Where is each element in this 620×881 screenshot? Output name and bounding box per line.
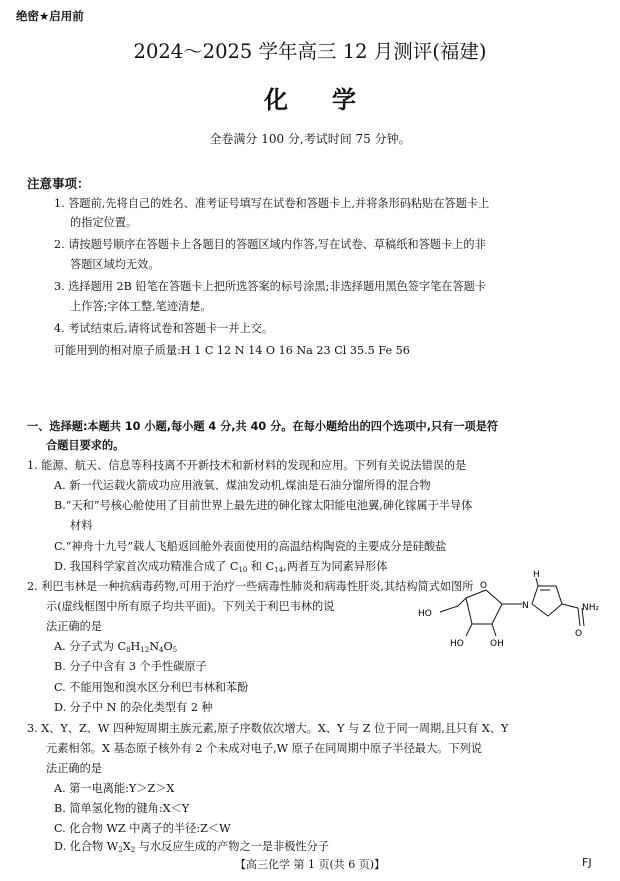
atomic-mass-line: 可能用到的相对原子质量:H 1 C 12 N 14 O 16 Na 23 Cl 35.5 Fe 56 (54, 344, 410, 357)
notice-line: 2. 请按题号顺序在答题卡上各题目的答题区域内作答,写在试卷、草稿纸和答题卡上的非 (54, 238, 486, 251)
q2-option-c: C. 不能用饱和溴水区分利巴韦林和苯酚 (54, 681, 249, 694)
bond (440, 598, 466, 612)
notice-line: 答题区域均无效。 (70, 258, 160, 271)
q2-option-a: A. 分子式为 $C_8H_{12}N_4O_5$ (54, 640, 178, 654)
q3-option-b: B. 简单氢化物的键角:X＜Y (54, 802, 190, 815)
exam-title: 2024～2025 学年高三 12 月测评(福建) (133, 40, 487, 63)
q3-stem: 3. X、Y、Z、W 四种短周期主族元素,原子序数依次增大。X、Y 与 Z 位于同一周期,且只有 X、Y (27, 722, 509, 735)
q1-option-b-cont: 材料 (70, 519, 93, 532)
q3-option-d: D. 化合物 $W_2X_2$ 与水反应生成的产物之一是非极性分子 (54, 840, 329, 854)
notice-line: 上作答;字体工整,笔迹清楚。 (70, 300, 212, 313)
bond (562, 604, 578, 608)
bond (578, 608, 580, 626)
notice-line: 3. 选择题用 2B 铅笔在答题卡上把所选答案的标号涂黑;非选择题用黑色签字笔在答题卡 (54, 280, 487, 293)
q2-option-b: B. 分子中含有 3 个手性碳原子 (54, 660, 207, 673)
struct-label-carbonyl-o: O (575, 629, 583, 639)
subject-title: 化学 (264, 85, 400, 114)
q1-option-a: A. 新一代运载火箭成功应用液氧、煤油发动机,煤油是石油分馏所得的混合物 (54, 479, 431, 492)
exam-info: 全卷满分 100 分,考试时间 75 分钟。 (209, 132, 411, 146)
notice-line: 的指定位置。 (70, 216, 138, 229)
page-footer: 【高三化学 第 1 页(共 6 页)】 (234, 858, 386, 871)
section-heading: 一、选择题:本题共 10 小题,每小题 4 分,共 40 分。在每小题给出的四个选项中,只有一项是符 (27, 420, 499, 433)
q3-stem-cont: 元素相邻。X 基态原子核外有 2 个未成对电子,W 原子在同周期中原子半径最大。下列说 (46, 742, 482, 755)
q1-stem: 1. 能源、航天、信息等科技离不开新技术和新材料的发现和应用。下列有关说法错误的是 (27, 459, 467, 472)
q1-option-d: D. 我国科学家首次成功精准合成了 $C_{10}$ 和 $C_{14}$,两者互为同素异形体 (54, 560, 388, 574)
q3-option-c: C. 化合物 WZ 中离子的半径:Z＜W (54, 822, 231, 835)
section-heading-cont: 合题目要求的。 (46, 439, 125, 452)
q3-stem-cont2: 法正确的是 (46, 762, 102, 775)
q2-stem-cont: 示(虚线框图中所有原子均共平面)。下列关于利巴韦林的说 (46, 600, 335, 613)
q1-option-c: C.“神舟十九号”载人飞船返回舱外表面使用的高温结构陶瓷的主要成分是硅酸盐 (54, 540, 447, 553)
bond (492, 624, 496, 636)
notice-line: 4. 考试结束后,请将试卷和答题卡一并上交。 (54, 322, 274, 335)
struct-label-ho2: HO (450, 639, 464, 649)
struct-label-oh: OH (490, 639, 504, 649)
notice-heading: 注意事项： (27, 176, 90, 191)
sugar-ring-bonds (466, 590, 502, 624)
struct-label-n: N (522, 601, 529, 611)
q2-stem-cont2: 法正确的是 (46, 620, 102, 633)
confidential-label: 绝密★启用前 (16, 9, 84, 23)
q1-option-b: B.“天和”号核心舱使用了目前世界上最先进的砷化镓太阳能电池翼,砷化镓属于半导体 (54, 499, 473, 512)
region-code: FJ (582, 856, 592, 869)
q3-option-a: A. 第一电离能:Y＞Z＞X (54, 782, 175, 795)
q2-option-d: D. 分子中 N 的杂化类型有 2 种 (54, 701, 213, 714)
struct-label-nh2: NH₂ (582, 603, 600, 613)
struct-label-o: O (480, 581, 488, 591)
struct-label-h: H (533, 570, 540, 580)
ribavirin-structure (410, 568, 610, 658)
q2-stem: 2. 利巴韦林是一种抗病毒药物,可用于治疗一些病毒性肺炎和病毒性肝炎,其结构简式如图所 (27, 580, 474, 593)
bond (466, 624, 472, 636)
notice-line: 1. 答题前,先将自己的姓名、准考证号填写在试卷和答题卡上,并将条形码粘贴在答题卡上 (54, 197, 490, 210)
struct-label-ho: HO (418, 609, 432, 619)
